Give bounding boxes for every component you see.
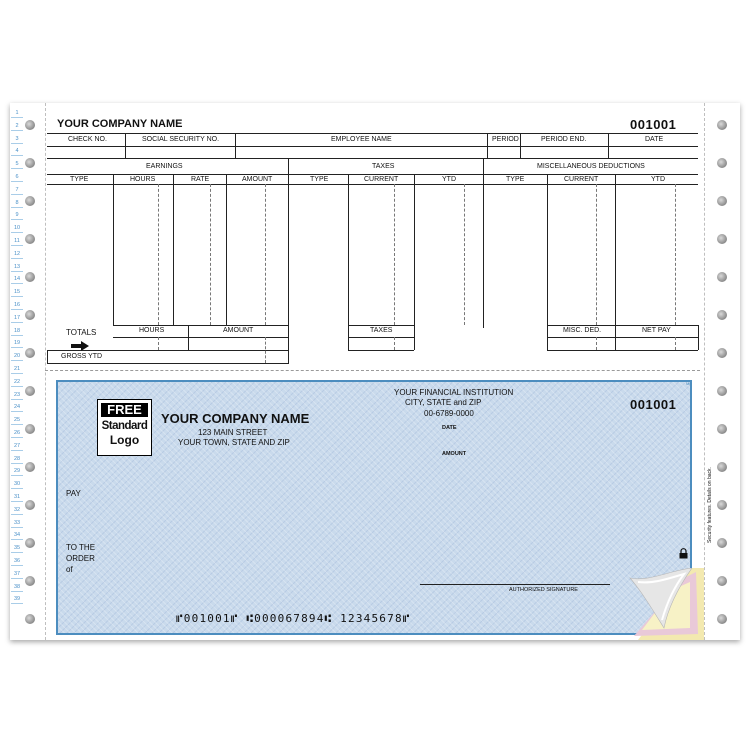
tractor-hole xyxy=(717,272,727,282)
line-number: 38 xyxy=(13,583,21,590)
totals-rule xyxy=(348,325,414,326)
tractor-hole xyxy=(717,196,727,206)
tractor-hole xyxy=(25,158,35,168)
line-number: 19 xyxy=(13,340,21,347)
line-number-rule xyxy=(11,450,23,451)
line-number-rule xyxy=(11,322,23,323)
line-number: 32 xyxy=(13,506,21,513)
taxes-col-type: TYPE xyxy=(310,176,329,183)
line-number-rule xyxy=(11,258,23,259)
check-city-line: YOUR TOWN, STATE AND ZIP xyxy=(178,438,290,447)
totals-divider xyxy=(188,325,189,350)
tractor-hole xyxy=(25,120,35,130)
cents-divider xyxy=(464,184,465,325)
totals-divider xyxy=(547,325,548,350)
line-number-rule xyxy=(11,283,23,284)
line-number-rule xyxy=(11,399,23,400)
taxes-heading: TAXES xyxy=(372,163,395,170)
mp-mark: MP xyxy=(686,381,692,386)
misc-deductions-heading: MISCELLANEOUS DEDUCTIONS xyxy=(537,163,645,170)
line-number: 28 xyxy=(13,455,21,462)
line-number: 2 xyxy=(15,122,19,129)
tractor-hole xyxy=(717,614,727,624)
column-divider xyxy=(173,174,174,325)
tractor-hole xyxy=(717,576,727,586)
tractor-hole xyxy=(717,310,727,320)
line-number: 3 xyxy=(15,135,19,142)
line-number-rule xyxy=(11,565,23,566)
check-street: 123 MAIN STREET xyxy=(198,428,268,437)
tractor-hole xyxy=(25,234,35,244)
order-label: ORDER xyxy=(66,554,95,563)
cents-divider xyxy=(596,184,597,325)
gross-ytd-label: GROSS YTD xyxy=(61,353,103,360)
signature-label: AUTHORIZED SIGNATURE xyxy=(509,587,578,593)
line-number-rule xyxy=(11,143,23,144)
gross-ytd-edge xyxy=(47,350,48,363)
line-number: 33 xyxy=(13,519,21,526)
totals-divider xyxy=(698,325,699,350)
label-period: PERIOD xyxy=(492,136,519,143)
line-number-rule xyxy=(11,437,23,438)
tractor-hole xyxy=(25,424,35,434)
line-number-rule xyxy=(11,373,23,374)
tractor-hole xyxy=(717,348,727,358)
line-number: 25 xyxy=(13,417,21,424)
line-number: 4 xyxy=(15,148,19,155)
line-number: 27 xyxy=(13,442,21,449)
line-number-rule xyxy=(11,219,23,220)
column-divider xyxy=(547,174,548,325)
tractor-hole xyxy=(25,614,35,624)
line-number-rule xyxy=(11,296,23,297)
misc-col-current: CURRENT xyxy=(564,176,599,183)
net-pay-label: NET PAY xyxy=(642,327,671,334)
line-number-rule xyxy=(11,207,23,208)
misc-col-type: TYPE xyxy=(506,176,525,183)
logo-standard-text: Standard xyxy=(101,420,148,432)
line-number-rule xyxy=(11,155,23,156)
gross-ytd-rule xyxy=(47,363,288,364)
earnings-col-amount: AMOUNT xyxy=(242,176,273,183)
tractor-hole xyxy=(25,386,35,396)
column-divider xyxy=(226,174,227,325)
line-number: 6 xyxy=(15,174,19,180)
totals-divider xyxy=(348,325,349,350)
cents-divider xyxy=(265,337,266,363)
totals-rule xyxy=(113,337,288,338)
line-number-rule xyxy=(11,335,23,336)
tractor-hole xyxy=(25,348,35,358)
line-number-rule xyxy=(11,181,23,182)
column-divider xyxy=(414,174,415,325)
line-number: 31 xyxy=(13,494,21,500)
cents-divider xyxy=(675,337,676,350)
line-number-rule xyxy=(11,591,23,592)
line-number: 22 xyxy=(13,378,21,385)
tractor-hole xyxy=(25,272,35,282)
line-number: 37 xyxy=(13,570,21,577)
totals-rule xyxy=(113,350,288,351)
misc-col-ytd: YTD xyxy=(651,176,665,183)
column-divider xyxy=(615,174,616,325)
tractor-hole xyxy=(717,538,727,548)
tractor-hole xyxy=(717,120,727,130)
page-curl-copies xyxy=(628,568,704,645)
line-number: 16 xyxy=(13,302,21,308)
stub-divider xyxy=(520,133,521,158)
line-number-rule xyxy=(11,168,23,169)
line-number-rule xyxy=(11,488,23,489)
line-number-rule xyxy=(11,232,23,233)
line-number-rule xyxy=(11,130,23,131)
earnings-col-hours: HOURS xyxy=(130,176,156,183)
line-number-rule xyxy=(11,360,23,361)
label-employee-name: EMPLOYEE NAME xyxy=(331,136,392,143)
line-number-rule xyxy=(11,347,23,348)
label-check-no: CHECK NO. xyxy=(68,136,107,143)
totals-divider xyxy=(615,325,616,350)
line-number: 14 xyxy=(13,276,21,283)
amount-label: AMOUNT xyxy=(442,451,467,457)
right-tractor-strip xyxy=(704,103,740,640)
line-number: 30 xyxy=(13,481,21,488)
stub-rule xyxy=(47,184,698,185)
cents-divider xyxy=(265,184,266,325)
line-number-rule xyxy=(11,475,23,476)
totals-rule xyxy=(547,325,698,326)
line-number: 17 xyxy=(13,314,21,321)
free-logo-box xyxy=(97,399,152,456)
tractor-hole xyxy=(717,462,727,472)
line-number: 26 xyxy=(13,430,21,436)
pay-label: PAY xyxy=(66,489,81,498)
earnings-col-rate: RATE xyxy=(191,176,210,183)
line-number-rule xyxy=(11,501,23,502)
totals-amount-label: AMOUNT xyxy=(223,327,254,334)
cents-divider xyxy=(158,337,159,350)
line-number-rule xyxy=(11,603,23,604)
cents-divider xyxy=(158,184,159,325)
logo-logo-text: Logo xyxy=(109,433,140,447)
tractor-hole xyxy=(717,500,727,510)
cents-divider xyxy=(394,337,395,350)
stub-company-name: YOUR COMPANY NAME xyxy=(57,118,183,130)
column-divider xyxy=(113,174,114,325)
line-number-rule xyxy=(11,424,23,425)
label-ssn: SOCIAL SECURITY NO. xyxy=(142,136,220,143)
line-number-rule xyxy=(11,578,23,579)
line-number: 35 xyxy=(13,545,21,552)
line-number-rule xyxy=(11,117,23,118)
line-number: 24 xyxy=(13,404,21,411)
totals-taxes-label: TAXES xyxy=(370,327,393,334)
tractor-hole xyxy=(25,196,35,206)
line-number-rule xyxy=(11,411,23,412)
line-number-rule xyxy=(11,245,23,246)
to-the-label: TO THE xyxy=(66,543,96,552)
line-number-rule xyxy=(11,552,23,553)
left-tractor-strip xyxy=(10,103,46,640)
label-date: DATE xyxy=(645,136,664,143)
stub-check-number: 001001 xyxy=(630,117,677,132)
line-number-rule xyxy=(11,309,23,310)
line-number: 36 xyxy=(13,558,21,564)
line-number: 29 xyxy=(13,468,21,475)
column-divider xyxy=(348,174,349,325)
earnings-heading: EARNINGS xyxy=(146,163,183,170)
tractor-hole xyxy=(25,576,35,586)
line-number: 8 xyxy=(15,199,19,206)
cents-divider xyxy=(210,184,211,325)
bank-city: CITY, STATE and ZIP xyxy=(405,398,482,407)
line-number-rule xyxy=(11,539,23,540)
line-number: 1 xyxy=(15,110,19,116)
tractor-hole xyxy=(717,234,727,244)
stub-divider xyxy=(125,133,126,158)
line-number: 13 xyxy=(13,263,21,270)
section-divider xyxy=(483,158,484,328)
cents-divider xyxy=(394,184,395,325)
stub-rule xyxy=(47,146,698,147)
micr-line: ⑈001001⑈ ⑆000067894⑆ 12345678⑈ xyxy=(176,612,411,625)
line-number-rule xyxy=(11,271,23,272)
stub-divider xyxy=(235,133,236,158)
check-number: 001001 xyxy=(630,397,677,412)
tractor-hole xyxy=(25,538,35,548)
tractor-hole xyxy=(25,310,35,320)
tractor-hole xyxy=(25,462,35,472)
line-number-rule xyxy=(11,463,23,464)
taxes-col-current: CURRENT xyxy=(364,176,399,183)
logo-free-text: FREE xyxy=(101,403,148,417)
padlock-icon xyxy=(679,546,688,564)
line-number: 21 xyxy=(13,366,21,372)
stub-divider xyxy=(487,133,488,158)
line-number: 12 xyxy=(13,250,21,257)
line-number-rule xyxy=(11,194,23,195)
line-number: 34 xyxy=(13,532,21,539)
security-features-text: Security features. Details on back. xyxy=(707,467,713,543)
line-number: 15 xyxy=(13,289,21,296)
check-company-name: YOUR COMPANY NAME xyxy=(161,411,310,426)
totals-hours-label: HOURS xyxy=(139,327,165,334)
routing-fraction: 00-6789-0000 xyxy=(424,409,474,418)
line-number: 11 xyxy=(14,238,20,244)
cents-divider xyxy=(675,184,676,325)
stub-divider xyxy=(608,133,609,158)
totals-rule xyxy=(348,350,414,351)
line-number: 7 xyxy=(15,186,19,193)
line-number: 23 xyxy=(13,391,21,398)
stub-rule xyxy=(47,133,698,134)
line-number: 9 xyxy=(15,212,19,219)
line-number: 18 xyxy=(13,327,21,334)
section-divider xyxy=(288,158,289,364)
line-number-rule xyxy=(11,386,23,387)
line-number: 39 xyxy=(13,596,21,603)
tractor-hole xyxy=(717,386,727,396)
tractor-hole xyxy=(717,424,727,434)
signature-line xyxy=(420,584,610,585)
line-number-rule xyxy=(11,514,23,515)
totals-rule xyxy=(547,350,698,351)
earnings-col-type: TYPE xyxy=(70,176,89,183)
totals-divider xyxy=(414,325,415,350)
line-number: 10 xyxy=(13,225,21,232)
label-period-end: PERIOD END. xyxy=(541,136,587,143)
tractor-hole xyxy=(25,500,35,510)
perforation-line xyxy=(45,370,700,371)
totals-rule xyxy=(113,325,288,326)
totals-label: TOTALS xyxy=(66,328,97,337)
line-number: 20 xyxy=(13,353,21,360)
misc-ded-label: MISC. DED. xyxy=(563,327,602,334)
tractor-hole xyxy=(717,158,727,168)
date-label: DATE xyxy=(442,425,457,431)
line-number: 5 xyxy=(15,161,19,168)
stub-rule xyxy=(47,174,698,175)
totals-rule xyxy=(348,337,414,338)
bank-name: YOUR FINANCIAL INSTITUTION xyxy=(394,388,514,397)
cents-divider xyxy=(596,337,597,350)
stub-rule xyxy=(47,158,698,159)
line-number-rule xyxy=(11,527,23,528)
taxes-col-ytd: YTD xyxy=(442,176,456,183)
of-label: of xyxy=(66,565,73,574)
